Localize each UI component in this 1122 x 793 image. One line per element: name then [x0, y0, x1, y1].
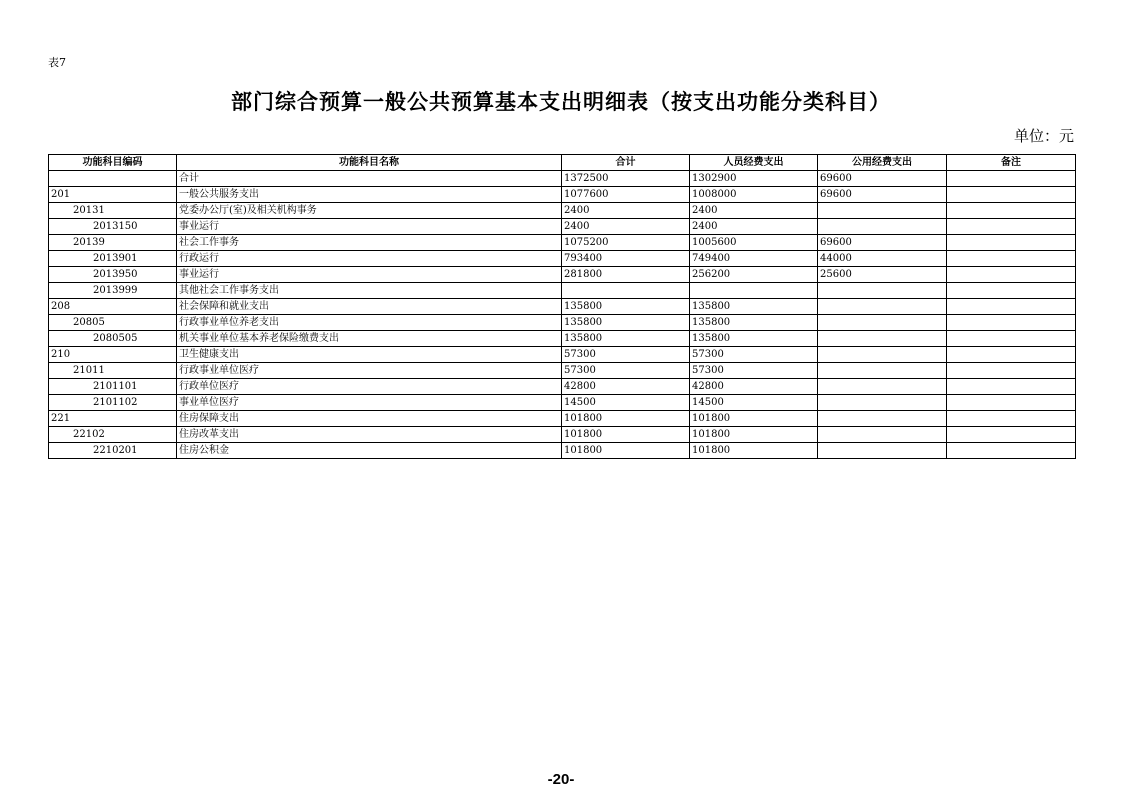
column-header-personnel: 人员经费支出	[690, 155, 818, 171]
cell-code: 2101101	[49, 379, 177, 395]
cell-personnel: 101800	[690, 427, 818, 443]
cell-total: 101800	[562, 427, 690, 443]
cell-name: 一般公共服务支出	[177, 187, 562, 203]
cell-public	[818, 443, 947, 459]
table-row	[49, 379, 1076, 395]
column-header-total: 合计	[562, 155, 690, 171]
cell-total: 1077600	[562, 187, 690, 203]
table-number: 表7	[48, 56, 66, 69]
cell-note	[947, 379, 1076, 395]
cell-code: 20139	[49, 235, 177, 251]
cell-code: 2013901	[49, 251, 177, 267]
cell-total: 42800	[562, 379, 690, 395]
cell-code: 201	[49, 187, 177, 203]
cell-note	[947, 331, 1076, 347]
cell-name: 行政事业单位医疗	[177, 363, 562, 379]
cell-name: 住房保障支出	[177, 411, 562, 427]
cell-public	[818, 299, 947, 315]
cell-total: 57300	[562, 347, 690, 363]
cell-name: 住房公积金	[177, 443, 562, 459]
table-header-row	[49, 155, 1076, 171]
cell-personnel: 135800	[690, 315, 818, 331]
cell-note	[947, 251, 1076, 267]
cell-public	[818, 219, 947, 235]
cell-personnel: 135800	[690, 299, 818, 315]
cell-name: 事业单位医疗	[177, 395, 562, 411]
cell-public	[818, 395, 947, 411]
cell-total: 135800	[562, 331, 690, 347]
cell-personnel: 101800	[690, 411, 818, 427]
unit-label: 单位：元	[1013, 127, 1074, 145]
cell-public: 25600	[818, 267, 947, 283]
cell-personnel: 749400	[690, 251, 818, 267]
cell-total: 1372500	[562, 171, 690, 187]
cell-total: 135800	[562, 299, 690, 315]
cell-note	[947, 267, 1076, 283]
cell-name: 行政单位医疗	[177, 379, 562, 395]
cell-code: 2210201	[49, 443, 177, 459]
cell-note	[947, 363, 1076, 379]
cell-personnel: 14500	[690, 395, 818, 411]
cell-note	[947, 219, 1076, 235]
cell-personnel: 135800	[690, 331, 818, 347]
cell-public: 69600	[818, 235, 947, 251]
cell-public	[818, 315, 947, 331]
cell-public	[818, 427, 947, 443]
cell-note	[947, 187, 1076, 203]
cell-personnel: 42800	[690, 379, 818, 395]
cell-name: 行政运行	[177, 251, 562, 267]
cell-public: 69600	[818, 171, 947, 187]
cell-personnel: 1008000	[690, 187, 818, 203]
cell-total: 57300	[562, 363, 690, 379]
cell-code: 21011	[49, 363, 177, 379]
table-row	[49, 427, 1076, 443]
cell-personnel: 1005600	[690, 235, 818, 251]
cell-total	[562, 283, 690, 299]
column-header-note: 备注	[947, 155, 1076, 171]
column-header-name: 功能科目名称	[177, 155, 562, 171]
cell-public	[818, 283, 947, 299]
table-row	[49, 347, 1076, 363]
cell-personnel: 57300	[690, 363, 818, 379]
cell-code: 210	[49, 347, 177, 363]
cell-public: 69600	[818, 187, 947, 203]
table-row	[49, 219, 1076, 235]
cell-name: 住房改革支出	[177, 427, 562, 443]
cell-name: 事业运行	[177, 219, 562, 235]
cell-code: 208	[49, 299, 177, 315]
cell-total: 2400	[562, 203, 690, 219]
cell-total: 101800	[562, 443, 690, 459]
cell-note	[947, 203, 1076, 219]
cell-note	[947, 443, 1076, 459]
cell-note	[947, 315, 1076, 331]
cell-total: 281800	[562, 267, 690, 283]
cell-personnel	[690, 283, 818, 299]
cell-public	[818, 363, 947, 379]
cell-note	[947, 171, 1076, 187]
column-header-public: 公用经费支出	[818, 155, 947, 171]
cell-public	[818, 411, 947, 427]
cell-total: 14500	[562, 395, 690, 411]
cell-name: 社会工作事务	[177, 235, 562, 251]
table-row	[49, 363, 1076, 379]
cell-note	[947, 411, 1076, 427]
cell-name: 党委办公厅(室)及相关机构事务	[177, 203, 562, 219]
cell-code: 2013999	[49, 283, 177, 299]
cell-personnel: 256200	[690, 267, 818, 283]
cell-name: 事业运行	[177, 267, 562, 283]
cell-total: 1075200	[562, 235, 690, 251]
table-row	[49, 235, 1076, 251]
table-row	[49, 395, 1076, 411]
table-row	[49, 203, 1076, 219]
cell-total: 135800	[562, 315, 690, 331]
cell-personnel: 101800	[690, 443, 818, 459]
cell-public	[818, 347, 947, 363]
cell-public	[818, 331, 947, 347]
cell-code: 2013150	[49, 219, 177, 235]
cell-code: 2013950	[49, 267, 177, 283]
cell-note	[947, 283, 1076, 299]
cell-note	[947, 395, 1076, 411]
cell-public	[818, 203, 947, 219]
cell-code	[49, 171, 177, 187]
table-row	[49, 267, 1076, 283]
cell-public: 44000	[818, 251, 947, 267]
table-row	[49, 171, 1076, 187]
cell-personnel: 57300	[690, 347, 818, 363]
cell-note	[947, 235, 1076, 251]
table-row	[49, 299, 1076, 315]
cell-name: 机关事业单位基本养老保险缴费支出	[177, 331, 562, 347]
table-row	[49, 443, 1076, 459]
cell-name: 行政事业单位养老支出	[177, 315, 562, 331]
cell-public	[818, 379, 947, 395]
cell-code: 2101102	[49, 395, 177, 411]
cell-note	[947, 427, 1076, 443]
cell-name: 卫生健康支出	[177, 347, 562, 363]
cell-code: 22102	[49, 427, 177, 443]
cell-note	[947, 347, 1076, 363]
cell-personnel: 2400	[690, 219, 818, 235]
table-body	[49, 171, 1076, 459]
table-row	[49, 315, 1076, 331]
cell-name: 其他社会工作事务支出	[177, 283, 562, 299]
column-header-code: 功能科目编码	[49, 155, 177, 171]
cell-code: 20131	[49, 203, 177, 219]
cell-name: 社会保障和就业支出	[177, 299, 562, 315]
table-row	[49, 331, 1076, 347]
cell-total: 2400	[562, 219, 690, 235]
cell-note	[947, 299, 1076, 315]
cell-name: 合计	[177, 171, 562, 187]
table-row	[49, 187, 1076, 203]
budget-table	[48, 154, 1076, 459]
cell-total: 793400	[562, 251, 690, 267]
cell-personnel: 2400	[690, 203, 818, 219]
cell-total: 101800	[562, 411, 690, 427]
cell-code: 2080505	[49, 331, 177, 347]
table-row	[49, 251, 1076, 267]
cell-code: 221	[49, 411, 177, 427]
cell-code: 20805	[49, 315, 177, 331]
page-title: 部门综合预算一般公共预算基本支出明细表（按支出功能分类科目）	[231, 90, 891, 114]
table-row	[49, 411, 1076, 427]
table-row	[49, 283, 1076, 299]
page-number: -20-	[547, 771, 575, 788]
cell-personnel: 1302900	[690, 171, 818, 187]
